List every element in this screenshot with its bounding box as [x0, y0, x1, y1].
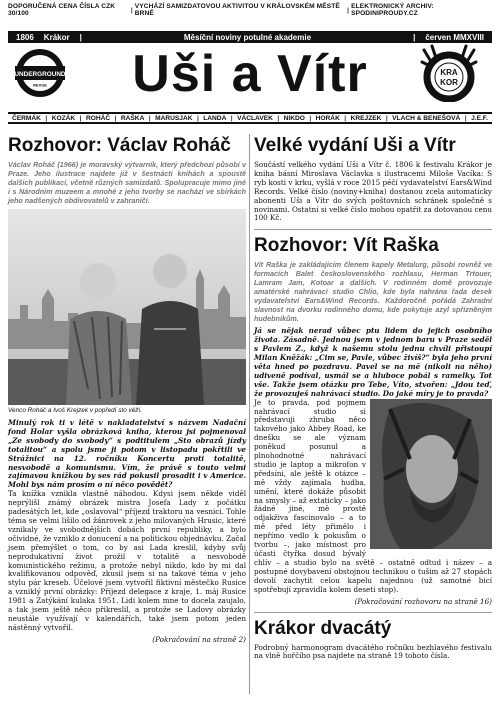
issue-strip — [8, 31, 492, 43]
author-name: KOZÁK — [51, 114, 76, 122]
separator: | — [130, 6, 133, 14]
logo-left-bottom-text: REVUE — [33, 82, 47, 88]
separator: | — [347, 6, 350, 14]
author-name: ROHÁČ — [85, 114, 111, 122]
section-divider — [254, 229, 492, 230]
authors-bar: ČERMÁK | KOZÁK | ROHÁČ | RAŠKA | MARUSJAK | LANDA | VÁCLAVEK | NIKDO | HORÁK | KREJZEK | VLACH & BENEŠOVÁ | J.E.F. — [8, 112, 492, 124]
column-divider — [249, 134, 250, 694]
interview-question-raska: Já se nějak nerad vůbec ptu lidem do jejich osobního života. Zásadně. Jednou jsem v jednom baru v Praze seděl s Pavlem Z., když k našemu stolu jednu chvíli přistoupí Milan Kněžák: „Cim se, Pavle, vůbec živíš?“ byla jeho první věta hned po pozdravu. Pavel se na mě (nikoli na něho) udiveně podíval, usmál se a hluboce pobál s ramelky. Tot vše. Takže jsem otázku pro Tebe, Víto, stvořen: „Jdou teď, že provozuješ nahrávací studio. Do jaké míry je to pravda? — [254, 326, 492, 398]
photo-rohac-krejzek — [8, 209, 246, 405]
article-body-velke-vydani: Součástí velkého vydání Uši a Vítr č. 1806 k festivalu Krákor je kniha básní Miroslava Václavka s ilustracemi Miloše Vacíka: S ryb kosti v krku, vyšlá v roce 2015 péčí vydavatelství Ears&Wind Records. Velké číslo (noviny+kniha) dostanou zcela automaticky abonenti Uši a Vítr do svých poštovních schránek společně s novinami. Ostatní si velké číslo mohou opatřit za dotovanou cenu 100 Kč. — [254, 160, 492, 223]
author-name: ČERMÁK — [12, 114, 41, 122]
right-column — [254, 134, 492, 661]
author-name: J.E.F. — [471, 114, 488, 122]
separator: | — [413, 32, 416, 42]
author-name: MARUSJAK — [155, 114, 193, 122]
krakor-crest-icon — [418, 44, 480, 102]
logo-right-top-text: KRA — [440, 68, 458, 77]
interview-question-rohac: Minulý rok ti v létě v nakladatelství s názvem Nadační fond Holar vyšla obrázková kniha, kterou jsi pojmenoval „Ze svobody do svobody“ s podtitulem „Sto obrazů jízdy totalitou“ a spolu jsme ji potom v listopadu pokřtili ve Strážnici na 12. ročníku Koncertu proti totalitě, nesvobodě a komunismu. Vím, že právě s touto velmi zajímavou knížkou by ses rád pokusil prosadit i v Americe. Mohl bys nám prosím o ní něco povědět? — [8, 418, 246, 490]
publisher-note: VYCHÁZÍ SAMIZDATOVOU AKTIVITOU V KRÁLOVSKÉM MĚSTĚ BRNĚ — [134, 3, 340, 17]
section-divider — [254, 612, 492, 613]
top-info-bar — [0, 3, 500, 17]
author-name: LANDA — [203, 114, 227, 122]
logo-right-bottom-text: KOR — [440, 78, 458, 87]
author-name: RAŠKA — [120, 114, 145, 122]
masthead-title: Uši a Vítr — [132, 45, 368, 103]
photo-vit-raska — [370, 399, 492, 549]
left-column — [8, 134, 246, 644]
price-note: DOPORUČENÁ CENA ČÍSLA CZK 30/100 — [8, 3, 116, 17]
newspaper-subtitle: Měsíční noviny potulné akademie — [183, 32, 312, 42]
article-lead-rohac: Václav Roháč (1966) je moravský výtvarník, který předchozí působí v Praze. Jeho ilustrace najdete již v šestnácti knihách a spoustě dalších publikací, včetně různých samizdatů. Spolupracuje mimo jiné i s Národním muzeem a mnohé z jeho tvorby se nachází ve sbírkách jeho nadšených obdivovatelů v zahraničí. — [8, 160, 246, 205]
author-name: VÁCLAVEK — [237, 114, 273, 122]
issue-place: Krákor — [43, 32, 70, 42]
author-name: NIKDO — [283, 114, 305, 122]
author-name: KREJZEK — [350, 114, 382, 122]
article-title-raska: Rozhovor: Vít Raška — [254, 235, 439, 257]
continued-link-raska[interactable]: (Pokračování rozhovoru na straně 16) — [354, 596, 492, 606]
article-title-rohac: Rozhovor: Václav Roháč — [8, 135, 231, 156]
article-body-krakor: Podrobný harmonogram dvacátého ročníku bezhlavého festivalu na vlně hořčího psa najdete na straně 19 tohoto čísla. — [254, 642, 492, 661]
continued-link-rohac[interactable]: (Pokračování na straně 2) — [152, 634, 246, 644]
article-title-velke-vydani: Velké vydání Uši a Vítr — [254, 135, 456, 156]
author-name: VLACH & BENEŠOVÁ — [392, 114, 461, 122]
photo-caption-rohac: Venco Roháč a Ivoš Krejzek v popředí sto věží. — [8, 407, 143, 414]
logo-left-top-text: UNDERGROUND — [14, 71, 66, 78]
author-name: HORÁK — [315, 114, 340, 122]
archive-link[interactable]: ELEKTRONICKÝ ARCHIV: SPODINIPROUDY.CZ — [351, 3, 434, 17]
separator: | — [79, 32, 82, 42]
issue-number: 1806 — [16, 32, 34, 42]
interview-answer-raska: Je to pravda, pod pojmem nahrávací studio si představuji zhruba něco takového jako Abbey Road, ke dnešku se ale význam poněkud posunul a plnohodnotné nahrávací studio je laptop a mikrofon v předsíni, ale ještě k otázce – mě vždy zajímala hudba, umění, které dokáže působit na smysly – až extaticky – jako žádné jiné, mě prostě odjakživa fascinovalo – a to mě před léty přimělo i nepřímo vedlo k pokusům o tvorbu –, jako místnost pro účasti čtyřka dosud bývalý chlív – a studio bylo na světě – ostatně odtud i název – a postupné dovybavení obstojnou technikou o tušim až 27 stopách dovolí zachytit celou kapelu najednou (už samotné bicí spotřebují zpravidla kolem deseti stop). — [254, 397, 492, 594]
interview-answer-rohac: Ta knížka vznikla vlastně náhodou. Kdysi jsem někde viděl neprýlišl známý obrázek mistra Josefa Lady z počátku padesátých let, kde „oslavoval“ příjezd traktoru na vesnici. Tohle téma se velmi lišilo od žánrovek z jeho milovaných Hrusic, které vznikaly ve svobodnějších dobách první republiky, a bylo očividné, že vzniklo z donucení a na politickou objednávku. Začal jsem přemýšlet o tom, co by asi Lada kreslil, kdyby svůj neprodukativní život prožil v totalitě a nesvobodě komunistického režimu, a protože nebyl nikdo, kdo by mi dal kvalifikovanou odpověď, zkusil jsem si na takové téma v jeho stylu pár kreseb. Účelové jsem vytvořil fiktivní městečko Rusice a vzniklý první obrázky: Příjezd delegace z kraje, 1. máj Rusice 1981 a Zatýkání kulaka 1951. Lidi kolem mne to docela zaujalo, a tak jsem ještě něco přikreslil, a protože se Ladovy obrázky neustále využívají v kalendářích, také jsem potom jeden nástěnný vytvořil. — [8, 489, 246, 632]
article-title-krakor: Krákor dvacátý — [254, 617, 392, 639]
issue-date: červen MMXVIII — [425, 32, 484, 42]
article-lead-raska: Vít Raška je zakládajícím členem kapely Metalurg, působí rovněž ve formacích Balet československého rozhlasu, Herman Trtouer, Lamram Jam, Kotoar a dalších. V rodinném domě provozuje amatérské nahrávací studio Chlio, kde byla nahrána řada desek vydavatelství Ears&Wind Records. Každoročně pořádá Zahradní slavnost na dvorku rodinného domu, kde pokytuje azyl spřízněným hudebníkům. — [254, 260, 492, 324]
